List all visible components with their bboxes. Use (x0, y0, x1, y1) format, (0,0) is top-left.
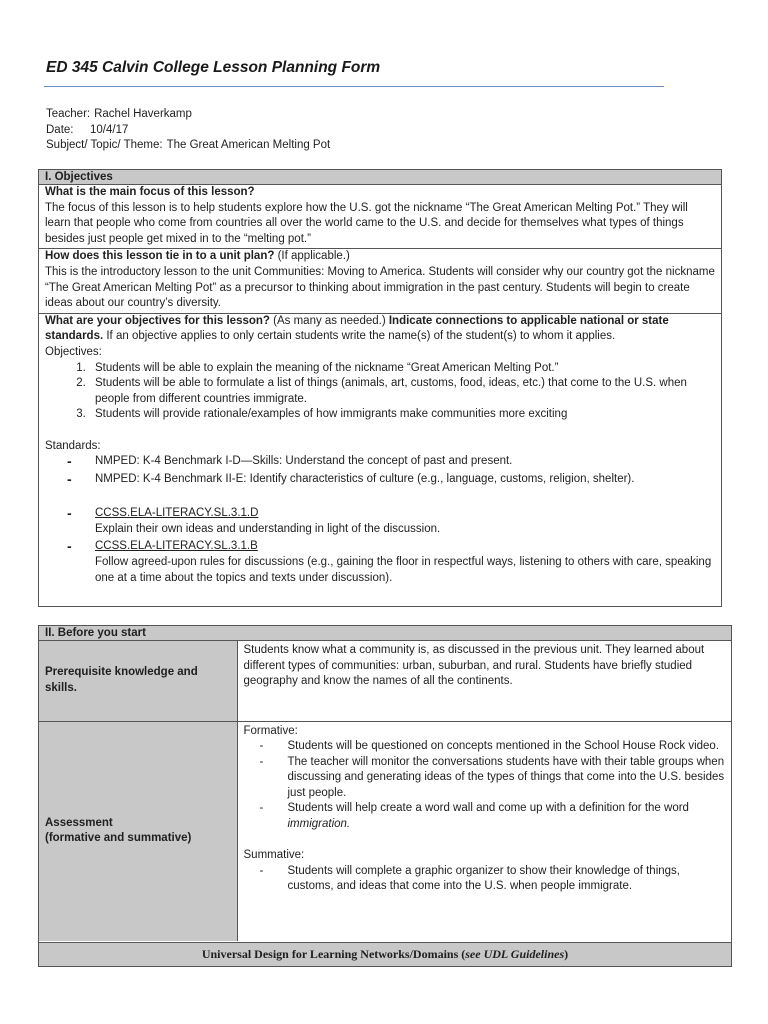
unit-plan-question (45, 249, 715, 265)
dash-bullet: - (67, 470, 72, 487)
ccss-link[interactable]: CCSS.ELA-LITERACY.SL.3.1.B (95, 540, 258, 553)
standards-label: Standards: (45, 439, 101, 452)
objectives-heading: I. Objectives (39, 170, 721, 185)
assessment-label-line1: Assessment (45, 816, 113, 829)
objectives-standards-instruction: Indicate connections to applicable national or state standards. (45, 314, 669, 343)
standard-item (67, 472, 715, 488)
objectives-question-tail: If an objective applies to only certain students write the name(s) of the student(s) to whom it applies. (103, 330, 616, 343)
before-heading: II. Before you start (39, 626, 731, 641)
ccss-item (67, 539, 715, 586)
ccss-link[interactable]: CCSS.ELA-LITERACY.SL.3.1.D (95, 507, 259, 520)
standard-text: NMPED: K-4 Benchmark II-E: Identify characteristics of culture (e.g., language, customs, religion, shelter). (95, 472, 635, 485)
objective-item: 2. Students will be able to formulate a list of things (animals, art, customs, food, ideas, etc.) that come to the U.S. when people from different countries immigrate. (89, 376, 715, 407)
immigration-word: immigration. (287, 818, 351, 831)
unit-plan-answer: This is the introductory lesson to the unit Communities: Moving to America. Students will consider why our country got the nickname “The Great American Melting Pot” as a precursor to thinking about immigration in the past century. Students will begin to create ideas about our country’s diversity. (45, 265, 715, 310)
focus-question: What is the main focus of this lesson? (45, 186, 255, 198)
standard-item (67, 454, 715, 470)
date-value: 10/4/17 (90, 123, 129, 136)
teacher-label: Teacher: (46, 108, 91, 120)
standard-text: NMPED: K-4 Benchmark I-D—Skills: Understand the concept of past and present. (95, 455, 513, 468)
objectives-section (38, 169, 722, 607)
dash-bullet: - (67, 505, 72, 522)
unit-plan-question-bold: How does this lesson tie in to a unit plan? (45, 250, 275, 263)
objective-item: 1. Students will be able to explain the meaning of the nickname “Great American Melting Pot.” (89, 361, 715, 377)
prereq-label: Prerequisite knowledge and skills. (39, 641, 237, 721)
subject-row (46, 138, 330, 154)
date-label: Date: (46, 123, 74, 136)
objectives-list (89, 361, 715, 423)
dash-bullet: - (67, 538, 72, 555)
subject-label: Subject/ Topic/ Theme: (46, 139, 163, 152)
assessment-content (237, 721, 731, 941)
objectives-question-bold: What are your objectives for this lesson? (45, 314, 270, 327)
summative-label: Summative: (243, 849, 305, 862)
dash-bullet: - (67, 453, 72, 470)
lesson-meta (46, 107, 330, 154)
objectives-question-note: (As many as needed.) (269, 314, 389, 327)
teacher-value: Rachel Haverkamp (94, 108, 192, 120)
focus-cell (39, 185, 721, 249)
formative-item: - The teacher will monitor the conversations students have with their table groups when discussing and generating ideas of the types of things that come into the U.S. besides just people. (259, 755, 725, 799)
unit-plan-question-note: (If applicable.) (274, 250, 350, 263)
summative-item: - Students will complete a graphic organizer to show their knowledge of things, customs, and ideas that come into the U.S. when people immigrate. (259, 864, 680, 893)
assessment-label (39, 721, 237, 941)
formative-list (260, 739, 726, 833)
udl-heading: Universal Design for Learning Networks/Domains (see UDL Guidelines) (39, 942, 731, 966)
prereq-text: Students know what a community is, as discussed in the previous unit. They learned about different types of communities: urban, suburban, and rural. Students have briefly studied geography and know the names of all the continents. (237, 641, 731, 721)
title-rule (44, 86, 664, 87)
udl-guidelines-link[interactable]: see UDL Guidelines (465, 947, 565, 961)
date-row (46, 123, 330, 139)
focus-answer: The focus of this lesson is to help students explore how the U.S. got the nickname “The Great American Melting Pot.” They will learn that people who come from countries all over the world came to the U.S. and decide for themselves what types of things besides just people get mixed in to the “melting pot.” (45, 201, 688, 245)
before-section (38, 625, 732, 967)
objectives-cell (39, 314, 721, 588)
ccss-item (67, 506, 715, 537)
unit-plan-cell (39, 249, 721, 313)
standards-list (67, 454, 715, 586)
objectives-label: Objectives: (45, 345, 102, 358)
teacher-row (46, 107, 330, 123)
ccss-text: Explain their own ideas and understanding in light of the discussion. (95, 522, 441, 535)
page-title: ED 345 Calvin College Lesson Planning Form (46, 59, 381, 76)
objectives-question (45, 314, 715, 345)
formative-label: Formative: (243, 724, 298, 737)
objective-item: 3. Students will provide rationale/examples of how immigrants make communities more exciting (89, 407, 715, 423)
subject-value: The Great American Melting Pot (166, 139, 331, 152)
before-table (39, 641, 731, 941)
summative-list (260, 864, 726, 895)
formative-item: - Students will help create a word wall and come up with a definition for the word immigration. (259, 802, 689, 831)
assessment-label-line2: (formative and summative) (45, 832, 192, 845)
ccss-text: Follow agreed-upon rules for discussions (e.g., gaining the floor in respectful ways, listening to others with care, speaking one at a time about the topics and texts under discussion). (95, 556, 712, 584)
formative-item: - Students will be questioned on concepts mentioned in the School House Rock video. (259, 740, 720, 753)
